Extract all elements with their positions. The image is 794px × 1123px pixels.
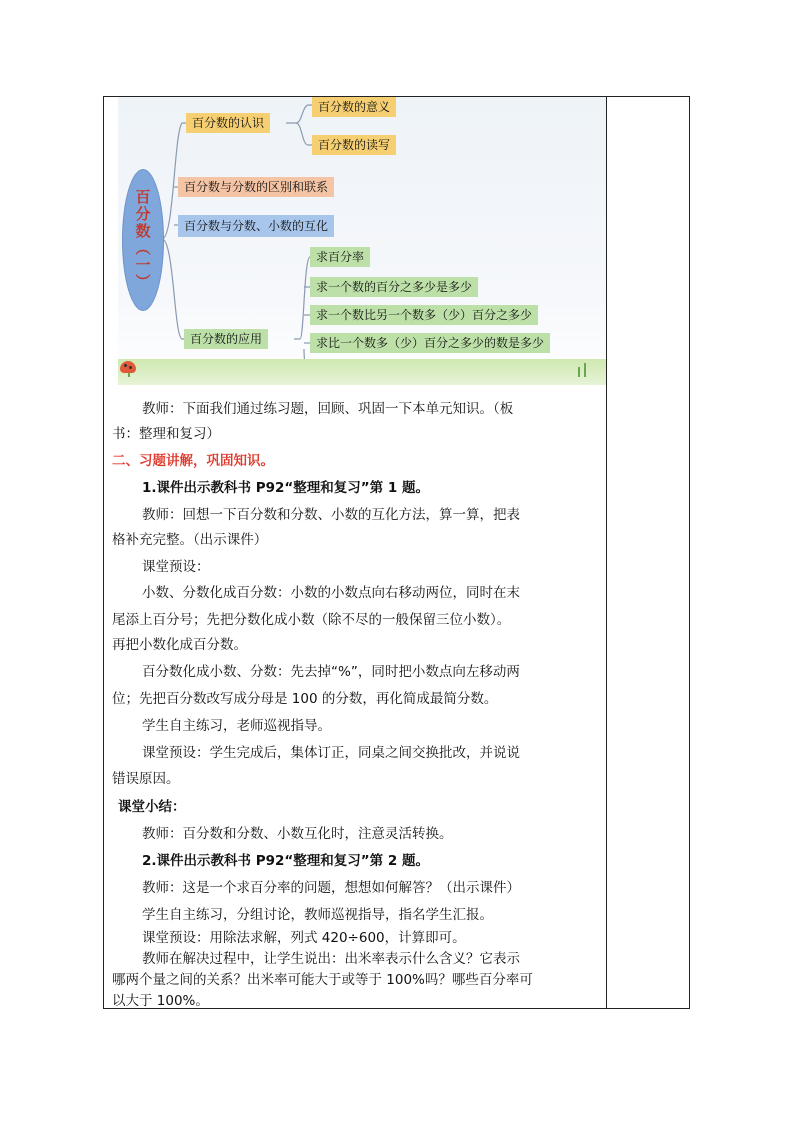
para-preset-correction: 课堂预设：学生完成后，集体订正，同桌之间交换批改，并说说	[142, 745, 520, 761]
para-preset-label: 课堂预设：	[142, 559, 210, 575]
para-exercise-1-teacher: 教师：回想一下百分数和分数、小数的互化方法，算一算，把表	[142, 507, 520, 523]
para-percent-to-decimal-fraction: 百分数化成小数、分数：先去掉“%”，同时把小数点向左移动两	[142, 664, 520, 680]
node-percent-more-less: 求一个数比另一个数多（少）百分之多少	[310, 305, 538, 325]
node-percent-recognition: 百分数的认识	[186, 113, 270, 133]
para-teacher-intro: 教师：下面我们通过练习题，回顾、巩固一下本单元知识。（板	[142, 401, 514, 417]
para-exercise-2-discussion-3: 以大于 100%。	[112, 993, 209, 1009]
node-find-rate: 求百分率	[310, 247, 370, 267]
exercise-2-title: 2.课件出示教科书 P92“整理和复习”第 2 题。	[142, 853, 429, 869]
mind-map	[118, 97, 606, 385]
node-difference-relation: 百分数与分数的区别和联系	[178, 177, 334, 197]
para-exercise-2-discussion: 教师在解决过程中，让学生说出：出米率表示什么含义？它表示	[142, 951, 520, 967]
node-conversion: 百分数与分数、小数的互化	[178, 215, 334, 237]
para-exercise-2-practice: 学生自主练习，分组讨论，教师巡视指导，指名学生汇报。	[142, 907, 493, 923]
node-percent-application: 百分数的应用	[184, 329, 268, 349]
para-decimal-fraction-to-percent-3: 再把小数化成百分数。	[112, 637, 247, 653]
para-student-practice: 学生自主练习，老师巡视指导。	[142, 718, 331, 734]
grass-decoration	[118, 359, 606, 385]
exercise-1-title: 1.课件出示教科书 P92“整理和复习”第 1 题。	[142, 480, 429, 496]
node-number-more-less-percent: 求比一个数多（少）百分之多少的数是多少	[310, 333, 550, 353]
node-percent-of-number: 求一个数的百分之多少是多少	[310, 277, 478, 297]
para-exercise-2-preset: 课堂预设：用除法求解，列式 420÷600，计算即可。	[142, 930, 466, 946]
node-percent-meaning: 百分数的意义	[312, 97, 396, 117]
section-heading: 二、习题讲解，巩固知识。	[112, 453, 274, 469]
para-exercise-1-teacher-cont: 格补充完整。（出示课件）	[112, 532, 268, 548]
para-exercise-2-discussion-2: 哪两个量之间的关系？出米率可能大于或等于 100%吗？哪些百分率可	[112, 972, 533, 988]
column-divider	[606, 97, 607, 1008]
para-decimal-fraction-to-percent-2: 尾添上百分号；先把分数化成小数（除不尽的一般保留三位小数）。	[112, 612, 511, 628]
para-exercise-2-teacher: 教师：这是一个求百分率的问题，想想如何解答？（出示课件）	[142, 880, 520, 896]
para-summary: 教师：百分数和分数、小数互化时，注意灵活转换。	[142, 826, 453, 842]
node-percent-reading-writing: 百分数的读写	[312, 135, 396, 155]
main-cell	[104, 97, 606, 1008]
para-decimal-fraction-to-percent: 小数、分数化成百分数：小数的小数点向右移动两位，同时在末	[142, 585, 520, 601]
para-preset-correction-cont: 错误原因。	[112, 771, 180, 787]
center-topic-label: 百分数（一）	[133, 189, 152, 291]
para-percent-to-decimal-fraction-2: 位；先把百分数改写成分母是 100 的分数，再化简成最简分数。	[112, 691, 498, 707]
lesson-table	[103, 96, 690, 1009]
summary-title: 课堂小结：	[118, 799, 186, 815]
center-topic	[122, 169, 164, 311]
ladybug-icon	[120, 361, 136, 373]
para-teacher-intro-cont: 书：整理和复习）	[112, 426, 220, 442]
